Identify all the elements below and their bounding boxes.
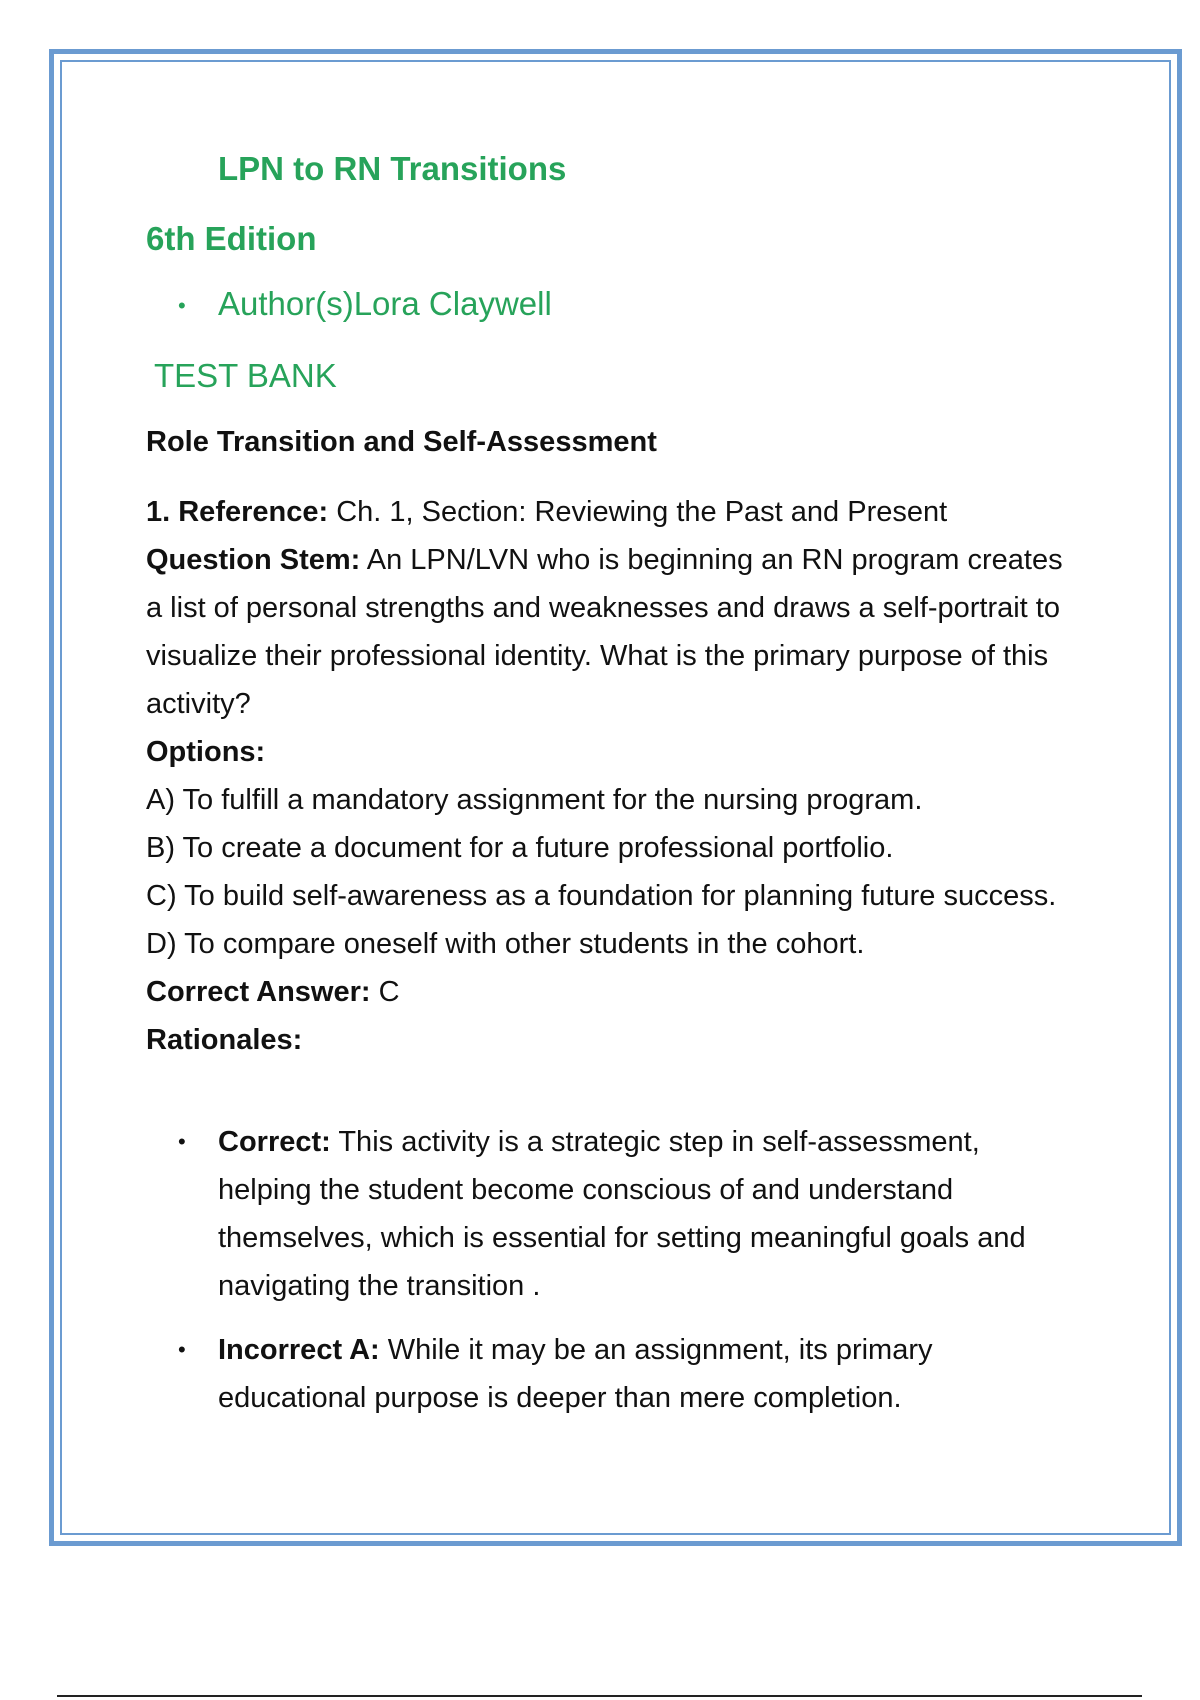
bullet-icon: •: [178, 1337, 186, 1362]
answer-text: C: [370, 976, 400, 1008]
stem-label: Question Stem:: [146, 544, 361, 576]
question-reference: [146, 488, 1086, 536]
option-d: D) To compare oneself with other students in the cohort.: [146, 928, 865, 960]
question-stem: [146, 536, 1086, 728]
rationales-label: Rationales:: [146, 1024, 303, 1056]
book-title: LPN to RN Transitions: [218, 150, 567, 187]
rationale-correct: [178, 1118, 1058, 1310]
option-c: C) To build self-awareness as a foundation for planning future success.: [146, 880, 1057, 912]
chapter-heading: Role Transition and Self-Assessment: [146, 426, 657, 458]
rationale-text: While it may be an assignment, its primary educational purpose is deeper than mere completion.: [218, 1334, 933, 1414]
footer-rule: [57, 1695, 1142, 1697]
rationale-text: This activity is a strategic step in self-assessment, helping the student become conscious of and understand themselves, which is essential for setting meaningful goals and navigating the transition .: [218, 1126, 1026, 1302]
author-name: Author(s)Lora Claywell: [218, 285, 552, 322]
rationales-list: [178, 1118, 1058, 1438]
bullet-icon: •: [178, 1129, 186, 1154]
rationale-incorrect-a: [178, 1326, 1058, 1422]
reference-text: Ch. 1, Section: Reviewing the Past and Present: [328, 496, 948, 528]
bullet-icon: •: [178, 293, 186, 319]
option-b: B) To create a document for a future professional portfolio.: [146, 832, 894, 864]
rationale-label: Correct:: [218, 1126, 331, 1158]
stem-text: An LPN/LVN who is beginning an RN program creates a list of personal strengths and weaknesses and draws a self-portrait to visualize their professional identity. What is the primary purpose of this activity?: [146, 544, 1063, 720]
option-a: A) To fulfill a mandatory assignment for the nursing program.: [146, 784, 923, 816]
test-bank-label: TEST BANK: [154, 357, 337, 394]
question-block: [146, 488, 1086, 1064]
author-line: [178, 285, 552, 323]
rationale-label: Incorrect A:: [218, 1334, 380, 1366]
answer-label: Correct Answer:: [146, 976, 371, 1008]
reference-label: 1. Reference:: [146, 496, 329, 528]
options-label: Options:: [146, 736, 266, 768]
edition: 6th Edition: [146, 220, 317, 257]
correct-answer: [146, 968, 1086, 1016]
